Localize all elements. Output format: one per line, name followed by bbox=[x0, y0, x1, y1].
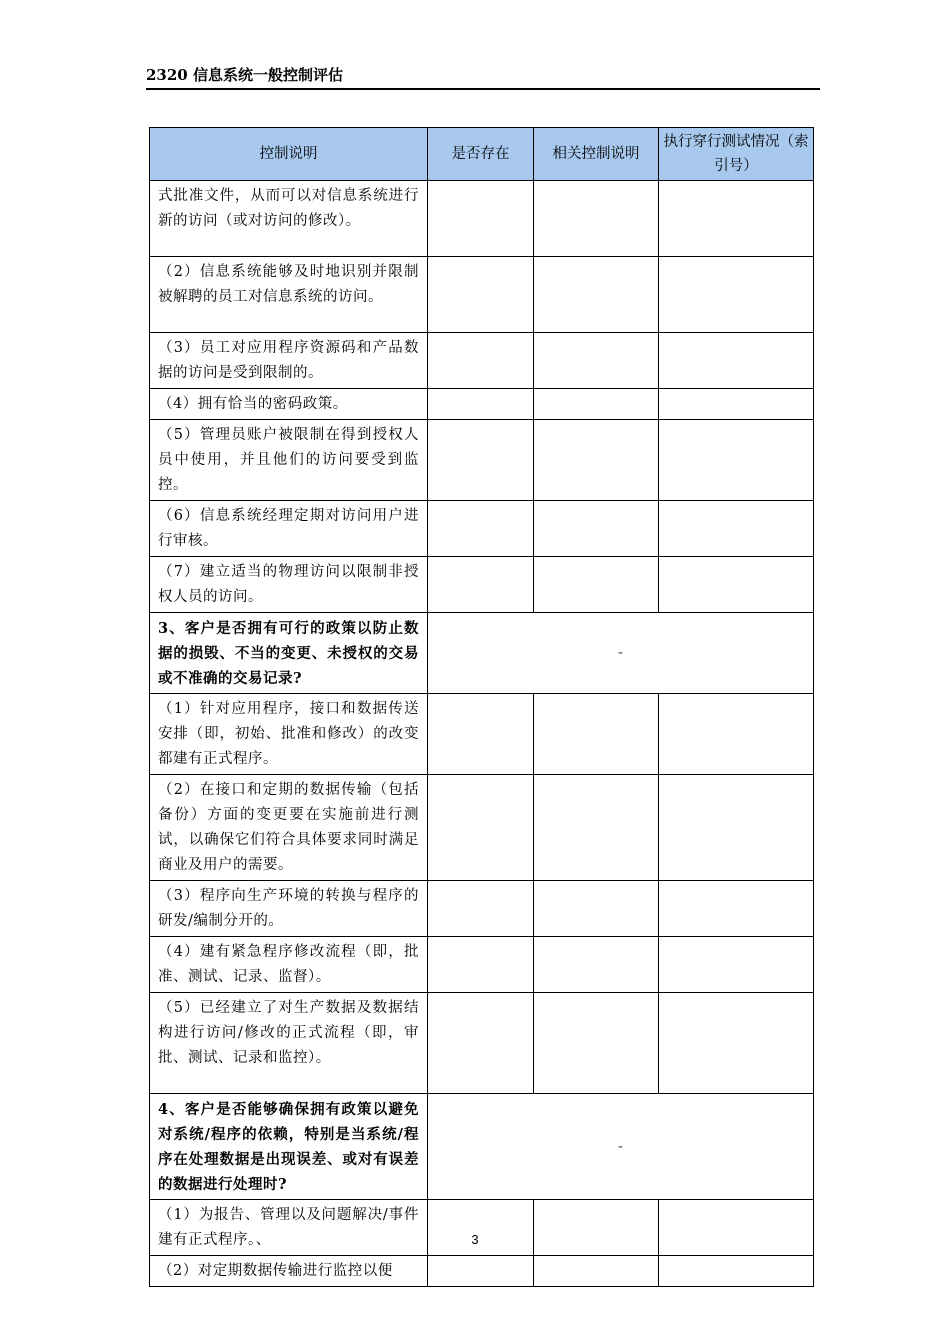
walkthrough-test-cell bbox=[659, 420, 814, 501]
column-header-walkthrough-test: 执行穿行测试情况（索引号） bbox=[659, 128, 814, 181]
exists-cell bbox=[428, 181, 534, 257]
related-control-cell bbox=[534, 775, 659, 881]
table-row bbox=[150, 557, 814, 613]
exists-cell bbox=[428, 993, 534, 1094]
exists-cell bbox=[428, 881, 534, 937]
related-control-cell bbox=[534, 937, 659, 993]
walkthrough-test-cell bbox=[659, 257, 814, 333]
table-row bbox=[150, 389, 814, 420]
related-control-cell bbox=[534, 1256, 659, 1287]
walkthrough-test-cell bbox=[659, 775, 814, 881]
table-row bbox=[150, 1200, 814, 1256]
walkthrough-test-cell bbox=[659, 333, 814, 389]
control-description-cell: （1）针对应用程序，接口和数据传送安排（即，初始、批准和修改）的改变都建有正式程序。 bbox=[150, 694, 428, 775]
control-evaluation-table bbox=[149, 127, 814, 1287]
table-row bbox=[150, 1094, 814, 1200]
walkthrough-test-cell bbox=[659, 937, 814, 993]
walkthrough-test-cell bbox=[659, 1256, 814, 1287]
table-header-row bbox=[150, 128, 814, 181]
related-control-cell bbox=[534, 389, 659, 420]
walkthrough-test-cell bbox=[659, 181, 814, 257]
control-description-cell: （6）信息系统经理定期对访问用户进行审核。 bbox=[150, 501, 428, 557]
exists-cell bbox=[428, 775, 534, 881]
table-row bbox=[150, 501, 814, 557]
related-control-cell bbox=[534, 1200, 659, 1256]
header-rule bbox=[146, 88, 820, 90]
table-row bbox=[150, 694, 814, 775]
control-description-cell: （5）管理员账户被限制在得到授权人员中使用，并且他们的访问要受到监控。 bbox=[150, 420, 428, 501]
walkthrough-test-cell bbox=[659, 881, 814, 937]
exists-cell: - bbox=[428, 613, 814, 694]
control-description-cell: （2）对定期数据传输进行监控以便 bbox=[150, 1256, 428, 1287]
related-control-cell bbox=[534, 881, 659, 937]
control-description-cell: （3）员工对应用程序资源码和产品数据的访问是受到限制的。 bbox=[150, 333, 428, 389]
related-control-cell bbox=[534, 501, 659, 557]
table-row bbox=[150, 257, 814, 333]
table-row bbox=[150, 613, 814, 694]
table-row bbox=[150, 937, 814, 993]
walkthrough-test-cell bbox=[659, 993, 814, 1094]
control-description-cell: （2）在接口和定期的数据传输（包括备份）方面的变更要在实施前进行测试，以确保它们符合具体要求同时满足商业及用户的需要。 bbox=[150, 775, 428, 881]
related-control-cell bbox=[534, 694, 659, 775]
table-row bbox=[150, 881, 814, 937]
control-description-cell: （1）为报告、管理以及问题解决/事件建有正式程序。、 bbox=[150, 1200, 428, 1256]
table-row bbox=[150, 420, 814, 501]
exists-cell bbox=[428, 694, 534, 775]
document-header-title: 2320 信息系统一般控制评估 bbox=[146, 66, 343, 84]
related-control-cell bbox=[534, 420, 659, 501]
exists-cell bbox=[428, 501, 534, 557]
control-description-cell: 4、客户是否能够确保拥有政策以避免对系统/程序的依赖，特别是当系统/程序在处理数据是出现误差、或对有误差的数据进行处理时? bbox=[150, 1094, 428, 1200]
control-description-cell: （2）信息系统能够及时地识别并限制被解聘的员工对信息系统的访问。 bbox=[150, 257, 428, 333]
exists-cell bbox=[428, 1200, 534, 1256]
related-control-cell bbox=[534, 557, 659, 613]
exists-cell bbox=[428, 937, 534, 993]
walkthrough-test-cell bbox=[659, 694, 814, 775]
exists-cell bbox=[428, 557, 534, 613]
table-body bbox=[150, 181, 814, 1287]
control-description-cell: （4）拥有恰当的密码政策。 bbox=[150, 389, 428, 420]
exists-cell bbox=[428, 257, 534, 333]
walkthrough-test-cell bbox=[659, 501, 814, 557]
exists-cell bbox=[428, 333, 534, 389]
walkthrough-test-cell bbox=[659, 557, 814, 613]
exists-cell bbox=[428, 420, 534, 501]
page-number: 3 bbox=[471, 1232, 479, 1247]
related-control-cell bbox=[534, 181, 659, 257]
walkthrough-test-cell bbox=[659, 389, 814, 420]
exists-cell bbox=[428, 389, 534, 420]
table-row bbox=[150, 333, 814, 389]
exists-cell bbox=[428, 1256, 534, 1287]
control-description-cell: （3）程序向生产环境的转换与程序的研发/编制分开的。 bbox=[150, 881, 428, 937]
table-row bbox=[150, 993, 814, 1094]
related-control-cell bbox=[534, 993, 659, 1094]
walkthrough-test-cell bbox=[659, 1200, 814, 1256]
column-header-exists: 是否存在 bbox=[428, 128, 534, 181]
control-description-cell: （4）建有紧急程序修改流程（即，批准、测试、记录、监督）。 bbox=[150, 937, 428, 993]
control-description-cell: （7）建立适当的物理访问以限制非授权人员的访问。 bbox=[150, 557, 428, 613]
column-header-control-description: 控制说明 bbox=[150, 128, 428, 181]
control-description-cell: 式批准文件，从而可以对信息系统进行新的访问（或对访问的修改）。 bbox=[150, 181, 428, 257]
related-control-cell bbox=[534, 257, 659, 333]
column-header-related-control: 相关控制说明 bbox=[534, 128, 659, 181]
control-description-cell: （5）已经建立了对生产数据及数据结构进行访问/修改的正式流程（即，审批、测试、记录和监控）。 bbox=[150, 993, 428, 1094]
table-row bbox=[150, 775, 814, 881]
table-row bbox=[150, 1256, 814, 1287]
exists-cell: - bbox=[428, 1094, 814, 1200]
control-description-cell: 3、客户是否拥有可行的政策以防止数据的损毁、不当的变更、未授权的交易或不准确的交易记录? bbox=[150, 613, 428, 694]
table-row bbox=[150, 181, 814, 257]
related-control-cell bbox=[534, 333, 659, 389]
